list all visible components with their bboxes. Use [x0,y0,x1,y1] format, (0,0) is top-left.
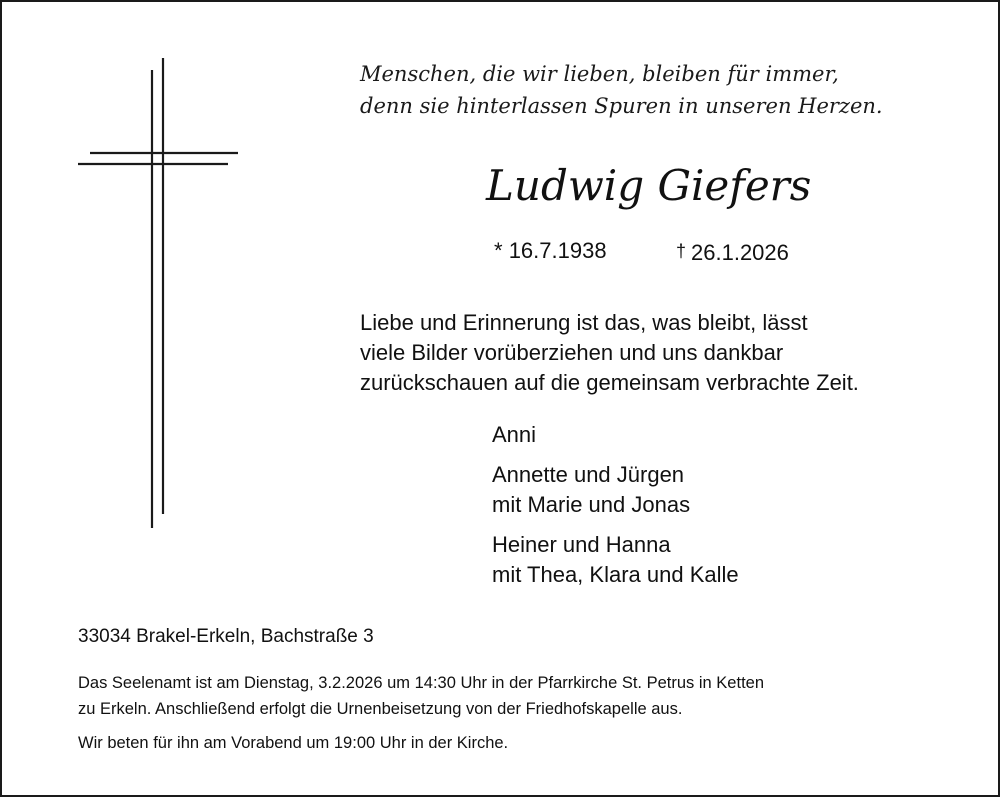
notice-line: Das Seelenamt ist am Dienstag, 3.2.2026 um 14:30 Uhr in der Pfarrkirche St. Petrus in Ketten [78,674,765,692]
mourners-list [492,420,962,600]
notice-line: zu Erkeln. Anschließend erfolgt die Urnenbeisetzung von der Friedhofskapelle aus. [78,700,683,718]
mourner-line: mit Thea, Klara und Kalle [492,562,739,587]
birth-symbol: * [494,238,503,263]
notice-line: Wir beten für ihn am Vorabend um 19:00 Uhr in der Kirche. [78,734,509,752]
mourner-line: Annette und Jürgen [492,462,685,487]
motto [360,58,960,122]
mourner-line: mit Marie und Jonas [492,492,691,517]
motto-line: denn sie hinterlassen Spuren in unseren Herzen. [360,94,883,118]
mourner-group [492,530,962,590]
mourner-line: Anni [492,422,537,447]
death-date-value: 26.1.2026 [691,240,789,265]
mourner-group [492,420,962,450]
death-date [676,236,789,268]
verse-line: Liebe und Erinnerung ist das, was bleibt, lässt [360,310,808,335]
mourner-line: Heiner und Hanna [492,532,671,557]
service-notice [78,670,978,756]
birth-date-value: 16.7.1938 [508,238,607,263]
mourner-group [492,460,962,520]
verse-line: viele Bilder vorüberziehen und uns dankbar [360,340,784,365]
memorial-verse [360,308,960,398]
dagger-icon: † [676,241,687,261]
cross-icon [78,58,240,528]
verse-line: zurückschauen auf die gemeinsam verbrachte Zeit. [360,370,859,395]
deceased-name: Ludwig Giefers [486,161,812,210]
birth-date [494,236,607,266]
motto-line: Menschen, die wir lieben, bleiben für immer, [360,62,839,86]
family-address: 33034 Brakel-Erkeln, Bachstraße 3 [78,626,374,647]
